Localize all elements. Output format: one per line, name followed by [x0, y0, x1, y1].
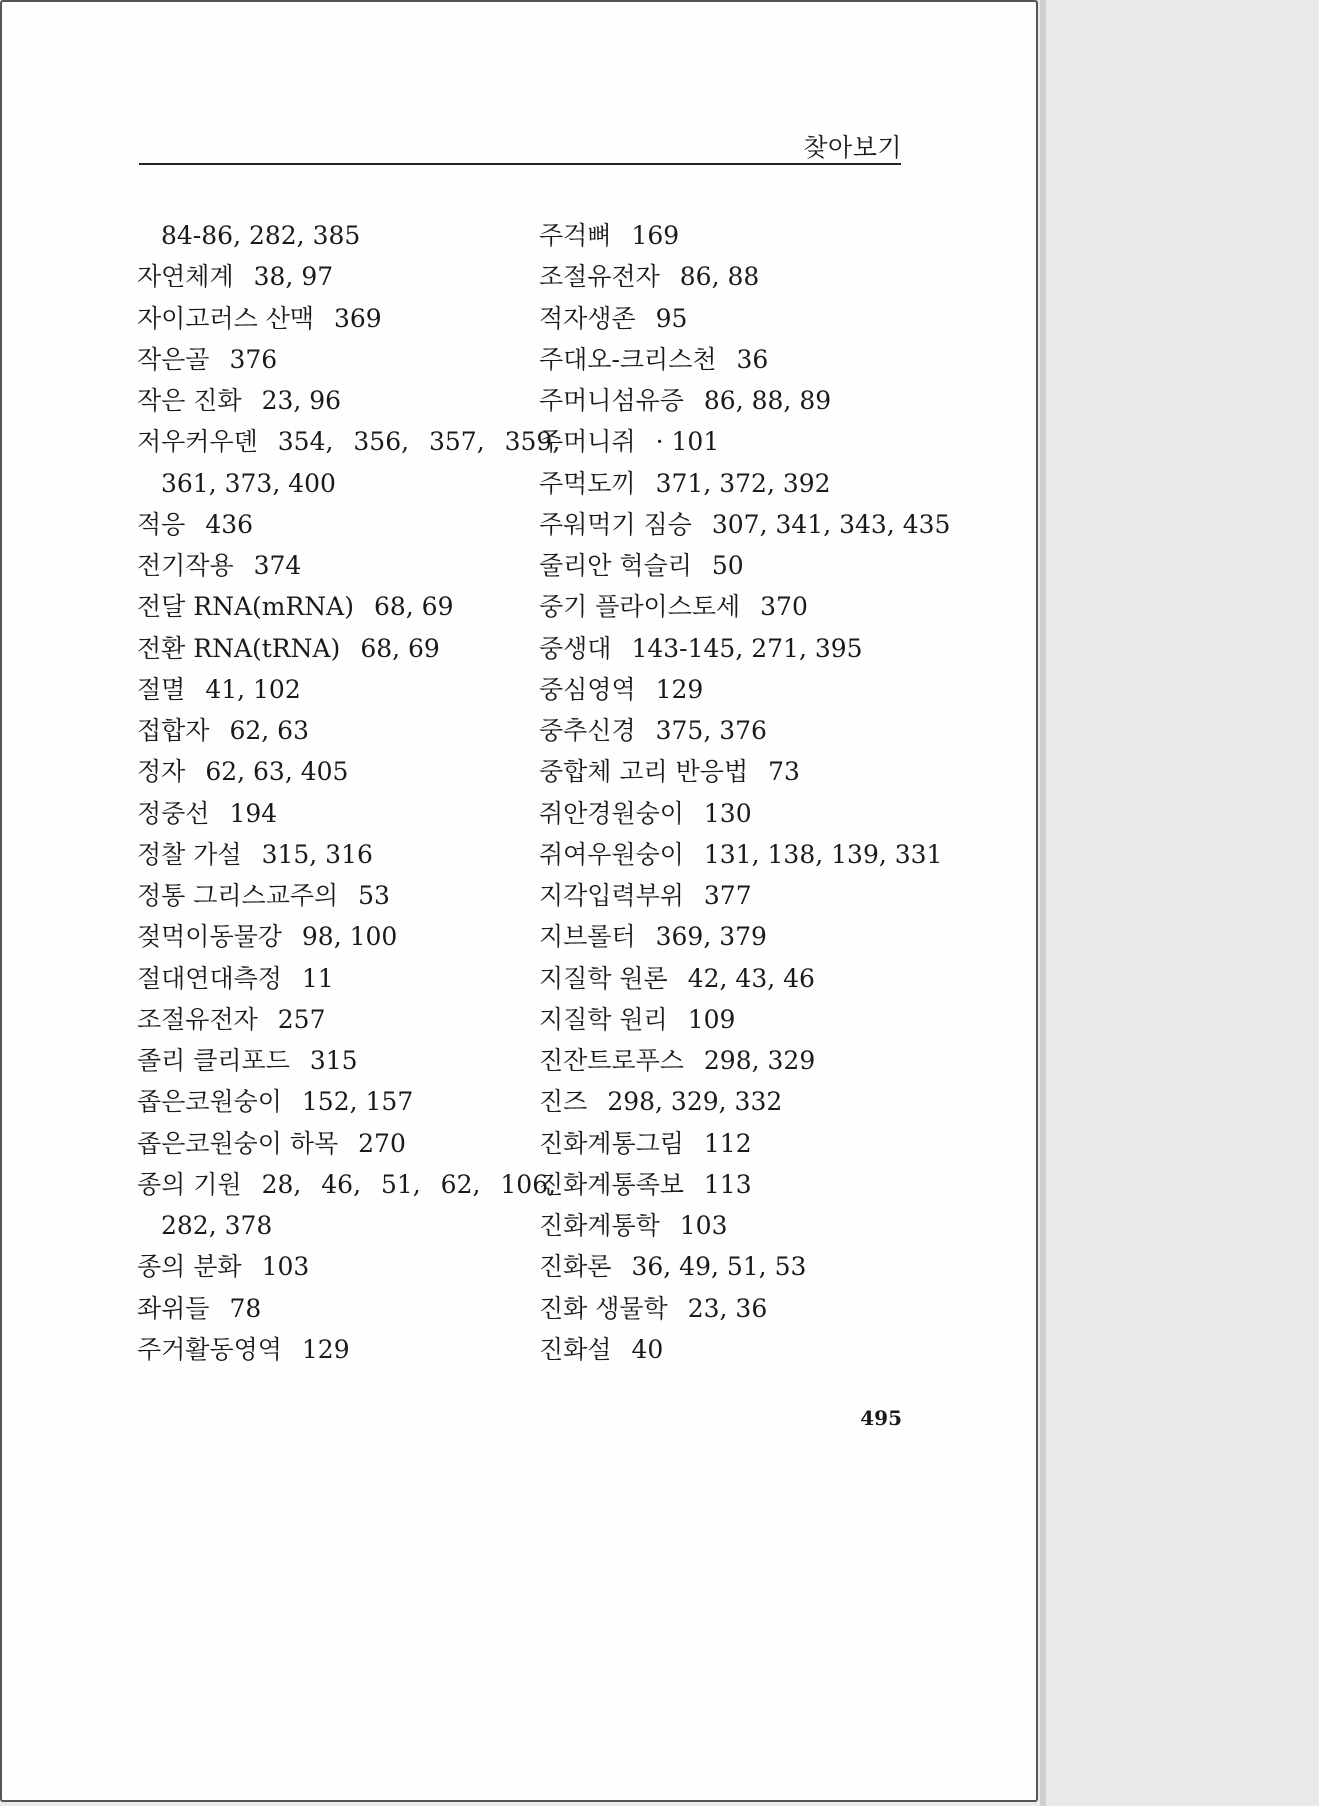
- index-page-refs: 370: [760, 592, 808, 622]
- index-term: 정자: [137, 757, 186, 787]
- index-entry: [137, 586, 517, 627]
- index-page-refs: 130: [703, 798, 752, 828]
- index-entry: [137, 463, 517, 504]
- index-page-refs: 298, 329: [703, 1046, 816, 1075]
- index-page-refs: 315, 316: [261, 839, 373, 869]
- index-page-refs: 42, 43, 46: [687, 963, 815, 993]
- index-page-refs: 41, 102: [205, 674, 301, 704]
- index-page-refs: 169: [631, 221, 680, 250]
- index-page-refs: 377: [703, 881, 752, 910]
- index-page-refs: 40: [631, 1334, 664, 1364]
- index-page-refs: 84-86, 282, 385: [161, 221, 361, 250]
- index-term: 주머니쥐: [539, 427, 636, 457]
- index-page-refs: 36: [736, 344, 769, 374]
- index-term: 좁은코원숭이: [137, 1087, 282, 1117]
- index-page-refs: 112: [703, 1128, 752, 1158]
- index-page-refs: 270: [358, 1128, 406, 1158]
- index-entry: [539, 256, 919, 297]
- header-rule: [139, 163, 901, 165]
- index-term: 진화계통학: [539, 1211, 660, 1240]
- index-term: 진즈: [539, 1087, 588, 1117]
- index-term: 쥐안경원숭이: [539, 798, 684, 828]
- index-term: 전기작용: [137, 551, 234, 580]
- index-entry: [539, 710, 919, 751]
- index-page-refs: · 101: [655, 427, 720, 457]
- index-term: 조절유전자: [137, 1004, 258, 1034]
- index-entry: [539, 339, 919, 380]
- index-term: 주워먹기 짐승: [539, 509, 692, 539]
- index-entry: [137, 999, 517, 1040]
- index-entry: [137, 1040, 517, 1081]
- index-term: 작은 진화: [137, 386, 242, 415]
- index-entry: [137, 875, 517, 916]
- index-term: 줄리안 헉슬리: [539, 551, 692, 580]
- page-number: 495: [860, 1406, 902, 1430]
- index-entry: [539, 628, 919, 669]
- index-page-refs: 68, 69: [373, 592, 454, 622]
- index-entry: [539, 1164, 919, 1205]
- page-edge-shadow: [1040, 0, 1046, 1806]
- index-page-refs: 53: [358, 881, 390, 910]
- index-page-refs: 50: [711, 551, 744, 580]
- index-entry: [539, 504, 951, 545]
- index-page-refs: 307, 341, 343, 435: [711, 509, 951, 539]
- index-entry: [539, 999, 919, 1040]
- index-page-refs: 78: [229, 1293, 262, 1323]
- index-entry: [137, 710, 517, 751]
- index-term: 적자생존: [539, 303, 636, 333]
- index-entry: [137, 751, 517, 792]
- index-term: 진화론: [539, 1252, 612, 1282]
- index-page-refs: 28, 46, 51, 62, 106,: [261, 1169, 557, 1199]
- index-entry: [539, 1288, 919, 1329]
- index-entry: [539, 1040, 919, 1081]
- index-entry: [539, 669, 919, 710]
- index-term: 절멸: [137, 674, 186, 704]
- index-entry: [539, 463, 919, 504]
- index-entry: [539, 1246, 919, 1287]
- index-entry: [539, 875, 919, 916]
- index-entry: [539, 1205, 919, 1246]
- index-page-refs: 38, 97: [253, 262, 334, 292]
- index-entry: [137, 339, 517, 380]
- index-page-refs: 374: [253, 551, 302, 580]
- index-entry: [137, 380, 517, 421]
- index-term: 저우커우뎬: [137, 427, 258, 457]
- index-term: 좁은코원숭이 하목: [137, 1128, 339, 1158]
- index-term: 진화계통족보: [539, 1169, 684, 1199]
- index-page-refs: 68, 69: [360, 633, 440, 663]
- index-term: 졸리 클리포드: [137, 1046, 290, 1075]
- index-term: 지브롤터: [539, 922, 636, 952]
- index-term: 주거활동영역: [137, 1334, 282, 1364]
- index-page-refs: 376: [229, 344, 278, 374]
- index-entry: [539, 958, 919, 999]
- index-page-refs: 95: [655, 303, 688, 333]
- index-page-refs: 369: [334, 303, 382, 333]
- index-term: 좌위들: [137, 1293, 210, 1323]
- index-entry: [539, 751, 919, 792]
- index-entry: [137, 834, 517, 875]
- index-term: 진잔트로푸스: [539, 1046, 684, 1075]
- index-entry: [539, 1123, 919, 1164]
- index-term: 정통 그리스교주의: [137, 881, 339, 910]
- index-term: 전달 RNA(mRNA): [137, 592, 354, 622]
- index-page-refs: 257: [277, 1004, 326, 1034]
- index-term: 지각입력부위: [539, 881, 684, 910]
- index-term: 자이고러스 산맥: [137, 303, 314, 333]
- index-term: 주먹도끼: [539, 468, 636, 498]
- index-page-refs: 131, 138, 139, 331: [703, 839, 943, 869]
- index-entry: [137, 1329, 517, 1370]
- index-term: 절대연대측정: [137, 963, 282, 993]
- index-term: 주대오-크리스천: [539, 344, 717, 374]
- index-page-refs: 354, 356, 357, 359,: [277, 427, 561, 457]
- index-term: 진화 생물학: [539, 1293, 668, 1323]
- index-entry: [539, 1081, 919, 1122]
- index-page-refs: 298, 329, 332: [607, 1087, 783, 1117]
- index-page-refs: 62, 63, 405: [205, 757, 349, 787]
- index-term: 진화설: [539, 1334, 612, 1364]
- index-entry: [539, 215, 919, 256]
- index-term: 중추신경: [539, 716, 636, 745]
- index-column-left: [137, 215, 561, 1370]
- index-page-refs: 361, 373, 400: [161, 468, 336, 498]
- index-term: 자연체계: [137, 262, 234, 292]
- index-entry: [137, 1123, 517, 1164]
- index-page-refs: 103: [679, 1211, 728, 1240]
- index-entry: [137, 1081, 517, 1122]
- index-page-refs: 143-145, 271, 395: [631, 633, 863, 663]
- index-entry: [539, 834, 943, 875]
- index-term: 정찰 가설: [137, 839, 242, 869]
- index-term: 종의 분화: [137, 1252, 242, 1282]
- index-page-refs: 62, 63: [229, 716, 309, 745]
- index-page-refs: 73: [768, 757, 800, 787]
- index-entry: [137, 1246, 517, 1287]
- index-entry: [539, 298, 919, 339]
- index-term: 조절유전자: [539, 262, 660, 292]
- index-entry: [137, 958, 517, 999]
- index-page-refs: 371, 372, 392: [655, 468, 831, 498]
- index-page-refs: 98, 100: [301, 922, 398, 952]
- index-term: 정중선: [137, 798, 210, 828]
- index-entry: [137, 256, 517, 297]
- index-page-refs: 194: [229, 798, 278, 828]
- index-column-right: [539, 215, 951, 1370]
- index-term: 적응: [137, 509, 186, 539]
- index-entry: [137, 1205, 517, 1246]
- running-header-title: 찾아보기: [803, 133, 902, 162]
- index-page-refs: 36, 49, 51, 53: [631, 1252, 807, 1282]
- index-entry: [137, 545, 517, 586]
- index-term: 진화계통그림: [539, 1128, 684, 1158]
- index-page-refs: 109: [687, 1004, 736, 1034]
- index-term: 접합자: [137, 716, 210, 745]
- index-term: 중생대: [539, 633, 612, 663]
- index-entry: [137, 669, 517, 710]
- index-term: 쥐여우원숭이: [539, 839, 684, 869]
- index-entry: [137, 793, 517, 834]
- index-term: 전환 RNA(tRNA): [137, 633, 341, 663]
- index-term: 지질학 원리: [539, 1004, 668, 1034]
- index-entry: [137, 1164, 557, 1205]
- index-page-refs: 315: [309, 1046, 358, 1075]
- index-term: 중기 플라이스토세: [539, 592, 741, 622]
- index-page-refs: 129: [301, 1334, 350, 1364]
- index-term: 작은골: [137, 344, 210, 374]
- index-page-refs: 282, 378: [161, 1211, 273, 1240]
- index-page-refs: 23, 36: [687, 1293, 768, 1323]
- index-page-refs: 86, 88, 89: [703, 386, 832, 415]
- index-entry: [539, 421, 919, 462]
- index-entry: [539, 793, 919, 834]
- index-term: 중합체 고리 반응법: [539, 757, 749, 787]
- index-entry: [137, 504, 517, 545]
- index-page-refs: 375, 376: [655, 716, 767, 745]
- index-page-refs: 23, 96: [261, 386, 342, 415]
- index-term: 주걱뼈: [539, 221, 612, 250]
- index-page-refs: 113: [703, 1169, 752, 1199]
- index-page-refs: 436: [205, 509, 254, 539]
- index-term: 중심영역: [539, 674, 636, 704]
- index-term: 종의 기원: [137, 1169, 242, 1199]
- index-entry: [137, 298, 517, 339]
- index-page-refs: 129: [655, 674, 704, 704]
- index-page-refs: 11: [301, 963, 334, 993]
- index-term: 지질학 원론: [539, 963, 668, 993]
- index-page-refs: 103: [261, 1252, 310, 1282]
- index-entry: [137, 916, 517, 957]
- index-entry: [137, 421, 561, 462]
- index-entry: [539, 545, 919, 586]
- index-page-refs: 86, 88: [679, 262, 760, 292]
- index-entry: [539, 380, 919, 421]
- index-page-refs: 152, 157: [301, 1087, 414, 1117]
- index-entry: [137, 215, 517, 256]
- index-page-refs: 369, 379: [655, 922, 767, 952]
- index-entry: [539, 1329, 919, 1370]
- index-entry: [137, 628, 517, 669]
- index-term: 젖먹이동물강: [137, 922, 282, 952]
- index-entry: [539, 916, 919, 957]
- index-entry: [137, 1288, 517, 1329]
- index-term: 주머니섬유증: [539, 386, 684, 415]
- index-entry: [539, 586, 919, 627]
